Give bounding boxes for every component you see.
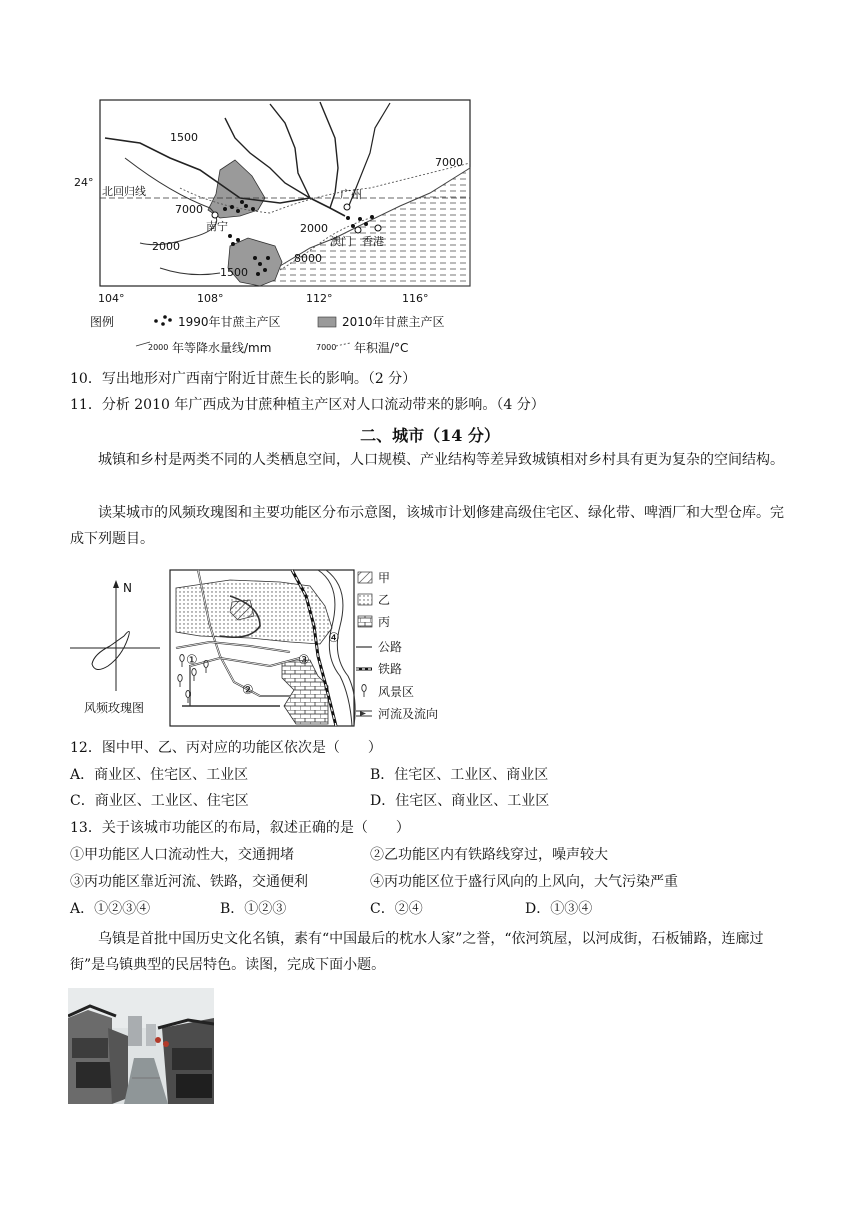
legend-temp: 年积温/°C — [354, 341, 409, 355]
question-13-statement-4: ④丙功能区位于盛行风向的上风向，大气污染严重 — [370, 874, 678, 890]
question-12-option-b: B．住宅区、工业区、商业区 — [370, 767, 549, 783]
city-label: 南宁 — [206, 220, 228, 233]
paragraph-instruction: 读某城市的风频玫瑰图和主要功能区分布示意图，该城市计划修建高级住宅区、绿化带、啤酒厂和大型仓库。完成下列题目。 — [70, 505, 784, 547]
lon-tick: 116° — [402, 292, 429, 305]
wuzhen-photo — [68, 988, 214, 1104]
paragraph-wuzhen: 乌镇是首批中国历史文化名镇，素有“中国最后的枕水人家”之誉，“依河筑屋，以河成街，石板铺路，连廊过街”是乌镇典型的民居特色。读图，完成下面小题。 — [70, 931, 764, 973]
lat-label: 24° — [74, 176, 94, 189]
city-function-map — [70, 566, 490, 730]
legend-scenic: 风景区 — [378, 685, 415, 699]
lon-tick: 108° — [197, 292, 224, 305]
question-13-stem: 13．关于该城市功能区的布局，叙述正确的是（ ） — [70, 820, 410, 836]
question-13-statement-1: ①甲功能区人口流动性大，交通拥堵 — [70, 847, 294, 863]
north-label: N — [123, 581, 132, 595]
marker-4: ④ — [328, 631, 340, 646]
question-12-stem: 12．图中甲、乙、丙对应的功能区依次是（ ） — [70, 740, 382, 756]
legend-rain-num: 2000 — [148, 343, 169, 352]
question-12-option-d: D．住宅区、商业区、工业区 — [370, 793, 550, 809]
iso-label: 2000 — [300, 222, 328, 235]
legend-2010: 2010年甘蔗主产区 — [342, 315, 445, 329]
lon-tick: 112° — [306, 292, 333, 305]
question-12-option-a: A．商业区、住宅区、工业区 — [70, 767, 249, 783]
city-label: 澳门 — [330, 235, 352, 248]
question-13-statement-2: ②乙功能区内有铁路线穿过，噪声较大 — [370, 847, 608, 863]
iso-label: 7000 — [175, 203, 203, 216]
question-13-statement-3: ③丙功能区靠近河流、铁路，交通便利 — [70, 874, 308, 890]
legend-temp-num: 7000 — [316, 343, 337, 352]
iso-label: 7000 — [435, 156, 463, 169]
question-11: 11．分析 2010 年广西成为甘蔗种植主产区对人口流动带来的影响。（4 分） — [70, 397, 545, 413]
iso-label: 8000 — [294, 252, 322, 265]
marker-2: ② — [242, 683, 254, 698]
legend-jia: 甲 — [378, 571, 391, 585]
legend-river: 河流及流向 — [378, 707, 439, 721]
section-title: 二、城市（14 分） — [360, 426, 500, 445]
question-13-option-d: D．①③④ — [525, 901, 593, 917]
iso-label: 2000 — [152, 240, 180, 253]
question-13-option-b: B．①②③ — [220, 901, 287, 917]
sugarcane-map — [70, 98, 490, 360]
question-10: 10．写出地形对广西南宁附近甘蔗生长的影响。（2 分） — [70, 371, 417, 387]
legend-title: 图例 — [90, 315, 115, 329]
paragraph-urban: 城镇和乡村是两类不同的人类栖息空间，人口规模、产业结构等差异致城镇相对乡村具有更为复杂的空间结构。 — [98, 452, 784, 468]
city-label: 广州 — [340, 188, 362, 201]
legend-yi: 乙 — [378, 593, 391, 607]
marker-1: ① — [186, 653, 198, 668]
tropic-label: 北回归线 — [102, 185, 146, 198]
iso-label: 1500 — [220, 266, 248, 279]
legend-1990: 1990年甘蔗主产区 — [178, 315, 281, 329]
legend-railway: 铁路 — [378, 662, 403, 676]
city-label: 香港 — [362, 235, 384, 248]
lon-tick: 104° — [98, 292, 125, 305]
iso-label: 1500 — [170, 131, 198, 144]
legend-rain: 年等降水量线/mm — [172, 341, 272, 355]
question-13-option-a: A．①②③④ — [70, 901, 151, 917]
question-13-option-c: C．②④ — [370, 901, 423, 917]
legend-bing: 丙 — [378, 615, 391, 629]
rose-caption: 风频玫瑰图 — [84, 701, 145, 715]
marker-3: ③ — [298, 653, 310, 668]
legend-road: 公路 — [378, 640, 403, 654]
question-12-option-c: C．商业区、工业区、住宅区 — [70, 793, 249, 809]
